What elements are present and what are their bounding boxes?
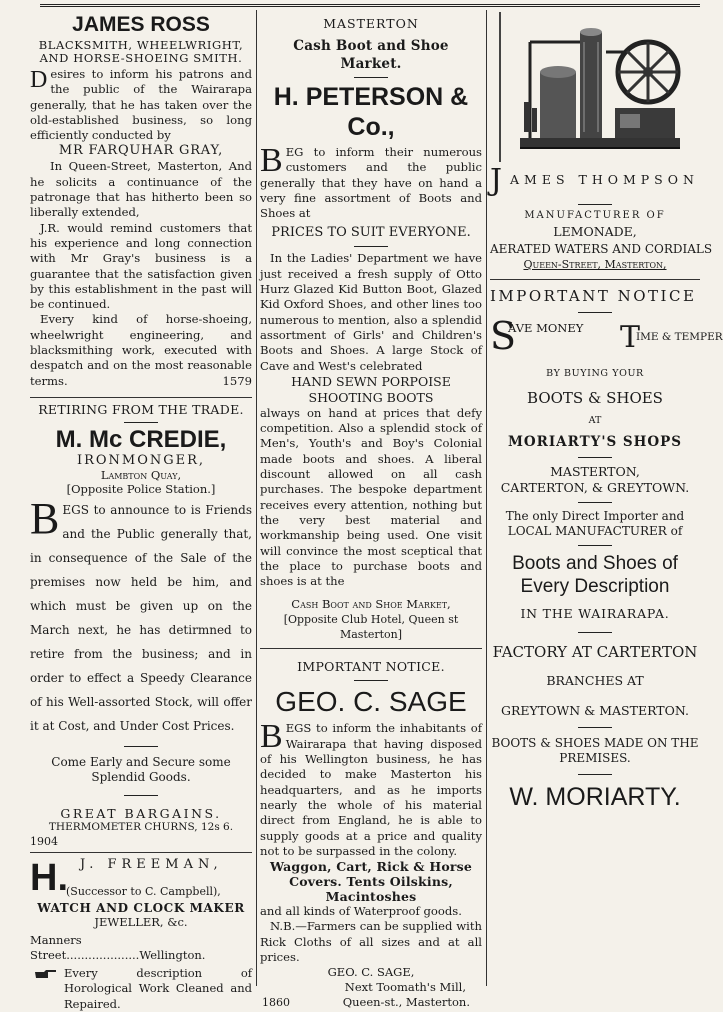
ad-mccredie	[30, 402, 252, 849]
ross-services: Every kind of horse-shoeing, wheelwright engineering, and blacksmithing work, executed with despatch and on the most reasonable terms.	[30, 312, 252, 388]
ross-intro	[30, 67, 252, 143]
moriarty-wairarapa: IN THE WAIRARAPA.	[520, 606, 670, 621]
sage-signature: GEO. C. SAGE,	[327, 965, 415, 980]
sage-intro	[260, 718, 482, 859]
moriarty-save: AVE MONEY	[508, 321, 584, 335]
separator	[124, 422, 158, 423]
moriarty-towns: CARTERTON, & GREYTOWN.	[500, 480, 690, 495]
column-rule	[486, 10, 487, 986]
mccredie-headline: RETIRING FROM THE TRADE.	[38, 402, 244, 418]
separator	[578, 727, 612, 728]
moriarty-shops: MORIARTY'S SHOPS	[507, 434, 683, 450]
moriarty-factory: FACTORY AT CARTERTON	[492, 643, 698, 661]
separator	[578, 502, 612, 503]
peterson-market: Cash Boot and Shoe Market.	[293, 38, 449, 72]
divider	[260, 648, 482, 649]
sage-addr1: Next Toomath's Mill,	[344, 980, 466, 995]
separator	[578, 457, 612, 458]
sage-addr2: Queen-st., Masterton.	[342, 995, 470, 1010]
sage-farmers: N.B.—Farmers can be supplied with Rick Cloths of all sizes and at all prices.	[260, 919, 482, 964]
mccredie-bargains: GREAT BARGAINS.	[60, 806, 222, 822]
separator	[578, 632, 612, 633]
ross-experience: J.R. would remind customers that his experience and long connection with Mr Gray's business is a guarantee that the satisfaction given by this establishment in the past will be continued.	[30, 220, 252, 312]
peterson-stock: always on hand at prices that defy competition. Also a splendid stock of Men's, Youth's and Boy's Colonial made boots and shoes. A liberal discount allowed on all cash purchases. The bespoke department receives every attention, nothing but the very best material and workmanship being used. One visit will convince the most sceptical that the place to purchase boots and shoes is at the	[260, 405, 482, 589]
moriarty-made: BOOTS & SHOES MADE ON THE PREMISES.	[491, 736, 699, 765]
separator	[124, 795, 158, 796]
mccredie-street: Lambton Quay,	[100, 468, 182, 483]
sage-intro-text: EGS to inform the inhabitants of Wairarapa that having disposed of his Wellington business, he has decided to make Masterton his headquarters, and as he imports nearly the whole of his material direct from England, he is able to supply goods at a price and quality not to be surpassed in the colony.	[260, 721, 482, 858]
ross-location: In Queen-Street, Masterton, And he solicits a continuance of the patronage that has hitherto been so liberally extended,	[30, 159, 252, 220]
peterson-name: H. PETERSON & Co.,	[273, 83, 469, 141]
ross-intro-text: esires to inform his patrons and the public of the Wairarapa generally, that he has taken over the old-established business, so long efficiently conducted by	[30, 67, 252, 143]
ross-predecessor: MR FARQUHAR GRAY,	[58, 143, 224, 159]
peterson-opposite: [Opposite Club Hotel, Queen st Masterton]	[283, 613, 459, 642]
freeman-note-text: Every description of Horological Work Cleaned and Repaired.	[64, 966, 252, 1011]
separator	[354, 680, 388, 681]
mccredie-name: M. Mc CREDIE,	[55, 426, 227, 454]
column-right	[490, 12, 723, 986]
separator	[354, 246, 388, 247]
ad-james-ross	[30, 14, 252, 389]
thompson-name: AMES THOMPSON	[510, 172, 699, 187]
peterson-sign: Cash Boot and Shoe Market,	[291, 597, 451, 612]
drop-cap: T	[620, 320, 641, 355]
peterson-intro	[260, 142, 482, 221]
peterson-intro-text: EG to inform their numerous customers and the public generally that they have on hand a very fine assortment of Boots and Shoes at	[260, 145, 482, 221]
thompson-address: Queen-Street, Masterton,	[523, 258, 667, 271]
sage-covers: Waggon, Cart, Rick & Horse Covers. Tents Oilskins, Macintoshes	[269, 859, 473, 905]
separator	[578, 204, 612, 205]
drop-cap: B	[30, 494, 60, 544]
drop-cap: B	[260, 142, 283, 179]
ross-trades: BLACKSMITH, WHEELWRIGHT, AND HORSE-SHOEING SMITH.	[38, 38, 244, 65]
top-rule	[40, 4, 700, 7]
moriarty-at: AT	[588, 415, 602, 426]
moriarty-time: IME & TEMPER	[636, 331, 723, 343]
freeman-name: J. FREEMAN,	[80, 856, 223, 872]
separator	[354, 77, 388, 78]
mccredie-churns: THERMOMETER CHURNS, 12s 6.	[48, 821, 234, 834]
thompson-manufacturer: MANUFACTURER OF	[524, 210, 666, 221]
moriarty-importer: The only Direct Importer and LOCAL MANUFACTURER of	[505, 509, 685, 538]
moriarty-masterton: MASTERTON,	[550, 464, 640, 479]
divider	[490, 279, 700, 280]
divider	[30, 852, 252, 853]
ad-number: 1860	[262, 996, 290, 1010]
peterson-ladies: In the Ladies' Department we have just received a fresh supply of Otto Hurz Glazed Kid Button Boot, Glazed Kid Oxford Shoes, and other lines too numerous to mention, also a splendid assortment of Girls' and Children's Boots and Shoes. A large Stock of Cave and West's celebrated	[260, 251, 482, 373]
separator	[578, 774, 612, 775]
ad-freeman	[30, 857, 252, 1012]
separator	[578, 545, 612, 546]
freeman-successor: (Successor to C. Campbell),	[66, 884, 221, 898]
thompson-lemonade: LEMONADE,	[553, 224, 637, 239]
ross-name: JAMES ROSS	[72, 13, 210, 36]
pointing-hand-icon	[34, 968, 58, 980]
mccredie-body-text: EGS to announce to is Friends and the Public generally that, in consequence of the Sale of the premises now held be him, and which must be given up on the March next, he has detirmned to retire from the business; and in order to effect a Speedy Clearance of his Well-assorted Stock, will offer it at Cost, and Under Cost Prices.	[30, 503, 252, 734]
ad-sage	[260, 659, 482, 1011]
separator	[578, 312, 612, 313]
sage-name: GEO. C. SAGE	[275, 686, 467, 718]
peterson-prices: PRICES TO SUIT EVERYONE.	[271, 225, 471, 241]
drop-cap: H.	[30, 856, 68, 899]
thompson-aerated: AERATED WATERS AND CORDIALS	[490, 242, 713, 256]
moriarty-branches: BRANCHES AT	[546, 673, 644, 688]
peterson-town: MASTERTON	[323, 16, 419, 31]
mccredie-come-early: Come Early and Secure some Splendid Goods.	[51, 755, 231, 785]
separator	[124, 746, 158, 747]
moriarty-branch-towns: GREYTOWN & MASTERTON.	[501, 703, 689, 718]
drop-cap: J	[490, 163, 503, 198]
moriarty-buying: BY BUYING YOUR	[546, 368, 644, 379]
ad-number: 1904	[30, 835, 58, 849]
moriarty-signature: W. MORIARTY.	[509, 783, 681, 811]
drop-cap: D	[30, 67, 48, 93]
ad-thompson	[490, 163, 713, 273]
ad-moriarty	[490, 286, 723, 811]
freeman-address: Manners Street....................Wellington.	[30, 932, 206, 962]
ad-number: 1579	[222, 373, 252, 388]
freeman-jeweller: JEWELLER, &c.	[94, 914, 188, 929]
moriarty-headline: IMPORTANT NOTICE	[490, 287, 697, 305]
sage-waterproof: and all kinds of Waterproof goods.	[260, 904, 462, 919]
freeman-trade: WATCH AND CLOCK MAKER	[37, 900, 245, 915]
mccredie-trade: IRONMONGER,	[76, 453, 206, 469]
freeman-note	[30, 966, 252, 1012]
column-rule	[256, 10, 257, 986]
divider	[30, 397, 252, 398]
drop-cap: S	[490, 314, 517, 358]
mccredie-opposite: [Opposite Police Station.]	[66, 482, 216, 497]
moriarty-boots-every: Boots and Shoes of Every Description	[512, 553, 678, 597]
sage-headline: IMPORTANT NOTICE.	[297, 659, 445, 675]
factory-illustration	[500, 12, 690, 162]
moriarty-boots: BOOTS & SHOES	[527, 389, 663, 407]
peterson-porpoise: HAND SEWN PORPOISE SHOOTING BOOTS	[291, 373, 451, 405]
column-middle	[260, 12, 482, 1010]
ad-peterson	[260, 16, 482, 642]
drop-cap: B	[260, 718, 283, 756]
column-left	[30, 12, 252, 1011]
mccredie-body	[30, 494, 252, 738]
